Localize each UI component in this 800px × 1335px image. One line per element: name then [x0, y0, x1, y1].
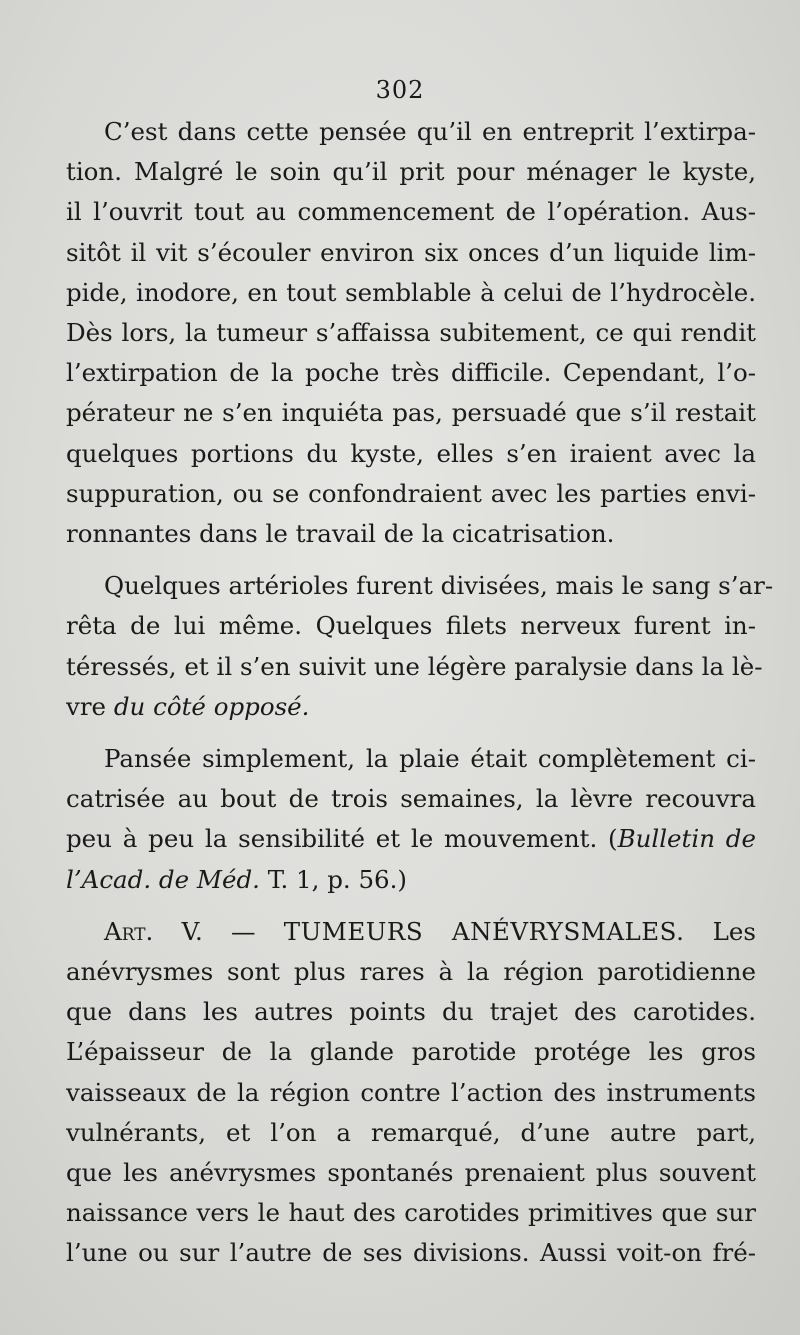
text-line: l’extirpation de la poche très difficile. Cependant, l’o-	[66, 358, 756, 388]
italic-citation: l’Acad. de Méd.	[66, 864, 260, 894]
text-line: Quelques artérioles furent divisées, mais le sang s’ar-	[104, 571, 774, 601]
text-line: que dans les autres points du trajet des carotides.	[66, 997, 756, 1027]
text-line: naissance vers le haut des carotides primitives que sur	[66, 1198, 756, 1228]
text-line: suppuration, ou se confondraient avec les parties envi-	[66, 478, 756, 508]
text-line: rêta de lui même. Quelques filets nerveux furent in-	[66, 611, 756, 641]
text-line: ronnantes dans le travail de la cicatrisation.	[66, 519, 615, 549]
article-label: Art. V.	[104, 916, 203, 946]
text-line: pide, inodore, en tout semblable à celui de l’hydrocèle.	[66, 277, 756, 307]
body-text	[66, 112, 774, 1274]
text-line: l’une ou sur l’autre de ses divisions. Aussi voit-on fré-	[66, 1238, 756, 1268]
text-run: vre	[66, 691, 114, 721]
italic-citation: Bulletin de	[617, 824, 756, 854]
text-line: tion. Malgré le soin qu’il prit pour ménager le kyste,	[66, 157, 756, 187]
text-line	[66, 687, 756, 727]
text-line	[66, 860, 756, 900]
text-line	[66, 819, 756, 859]
text-run: peu à peu la sensibilité et le mouvement. (	[66, 824, 618, 854]
text-line: anévrysmes sont plus rares à la région parotidienne	[66, 957, 756, 987]
paragraph-4	[66, 912, 756, 1274]
text-line: quelques portions du kyste, elles s’en iraient avec la	[66, 438, 756, 468]
text-line: L’épaisseur de la glande parotide protége les gros	[66, 1037, 756, 1067]
article-title: TUMEURS ANÉVRYSMALES.	[283, 916, 685, 946]
text-line: il l’ouvrit tout au commencement de l’opération. Aus-	[66, 197, 756, 227]
dash: —	[202, 916, 284, 946]
text-line: C’est dans cette pensée qu’il en entreprit l’extirpa-	[104, 117, 756, 146]
text-line: Pansée simplement, la plaie était complètement ci-	[104, 744, 756, 774]
section-heading-line	[66, 912, 756, 952]
text-line: catrisée au bout de trois semaines, la lèvre recouvra	[66, 784, 756, 814]
text-line: vaisseaux de la région contre l’action des instruments	[66, 1077, 756, 1107]
text-run: T. 1, p. 56.)	[259, 864, 407, 894]
text-line: que les anévrysmes spontanés prenaient plus souvent	[66, 1158, 756, 1188]
text-line: pérateur ne s’en inquiéta pas, persuadé que s’il restait	[66, 398, 756, 428]
paragraph-3	[66, 739, 756, 900]
italic-text: du côté opposé.	[113, 691, 310, 721]
paragraph-1	[66, 112, 756, 554]
text-run: Les	[684, 916, 756, 946]
paragraph-2	[66, 566, 774, 727]
text-line: sitôt il vit s’écouler environ six onces d’un liquide lim-	[66, 237, 756, 267]
text-line: vulnérants, et l’on a remarqué, d’une autre part,	[66, 1117, 756, 1147]
text-line: Dès lors, la tumeur s’affaissa subitement, ce qui rendit	[66, 318, 756, 348]
text-line: téressés, et il s’en suivit une légère paralysie dans la lè-	[66, 651, 763, 681]
page-number: 302	[375, 76, 425, 104]
